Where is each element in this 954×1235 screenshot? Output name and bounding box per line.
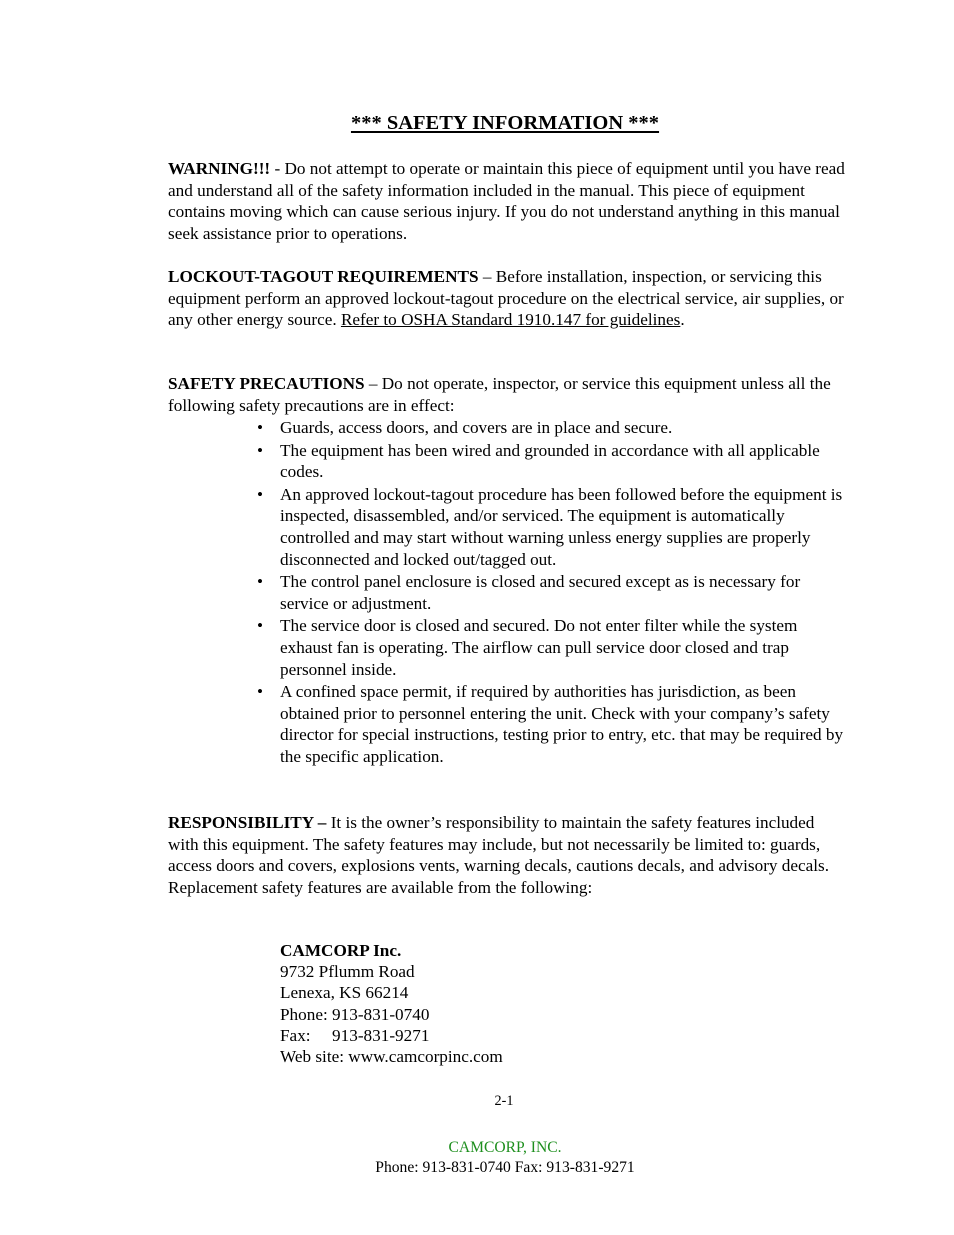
address-street: 9732 Pflumm Road xyxy=(280,962,415,982)
list-item: • The service door is closed and secured. Do not enter filter while the system exhaust fan is operating. The airflow can pull service door closed and trap personnel inside. xyxy=(254,615,844,680)
responsibility-paragraph xyxy=(168,812,848,898)
bullet-icon: • xyxy=(256,616,264,636)
precautions-paragraph xyxy=(168,373,848,416)
bullet-icon: • xyxy=(256,572,264,592)
precautions-label: SAFETY PRECAUTIONS xyxy=(168,374,365,393)
company-address xyxy=(280,940,503,1067)
lockout-label: LOCKOUT-TAGOUT REQUIREMENTS xyxy=(168,267,479,286)
page-number: 2-1 xyxy=(494,1093,514,1109)
footer-company: CAMCORP, INC. xyxy=(448,1139,562,1156)
warning-text: - Do not attempt to operate or maintain this piece of equipment until you have read and understand all of the safety information included in the manual. This piece of equipment contains moving which can cause serious injury. If you do not understand anything in this manual seek assistance prior to operations. xyxy=(168,159,845,243)
precautions-text: – Do not operate, inspector, or service this equipment unless all the following safety precautions are in effect: xyxy=(168,374,831,415)
address-company: CAMCORP Inc. xyxy=(280,941,402,960)
page-title: *** SAFETY INFORMATION *** xyxy=(350,112,660,134)
bullet-icon: • xyxy=(256,682,264,702)
list-item: • An approved lockout-tagout procedure has been followed before the equipment is inspected, disassembled, and/or serviced. The equipment is automatically controlled and may start without warning unless energy supplies are properly disconnected and locked out/tagged out. xyxy=(254,484,844,570)
warning-label: WARNING!!! xyxy=(168,159,271,178)
list-item: • The equipment has been wired and grounded in accordance with all applicable codes. xyxy=(254,440,844,483)
address-phone: Phone: 913-831-0740 xyxy=(280,1004,430,1024)
address-web: Web site: www.camcorpinc.com xyxy=(280,1047,503,1067)
list-item: • Guards, access doors, and covers are in place and secure. xyxy=(254,417,844,439)
list-item: • A confined space permit, if required by authorities has jurisdiction, as been obtained prior to personnel entering the unit. Check with your company’s safety director for special instructions, testing prior to entry, etc. that may be required by the specific application. xyxy=(254,681,844,767)
bullet-icon: • xyxy=(256,440,264,460)
footer-contact: Phone: 913-831-0740 Fax: 913-831-9271 xyxy=(375,1159,635,1176)
list-item: • The control panel enclosure is closed and secured except as is necessary for service or adjustment. xyxy=(254,571,844,614)
precautions-list xyxy=(254,417,844,769)
address-city: Lenexa, KS 66214 xyxy=(280,983,409,1003)
lockout-end: . xyxy=(680,310,685,330)
responsibility-text: It is the owner’s responsibility to maintain the safety features included with this equipment. The safety features may include, but not necessarily be limited to: guards, access doors and covers, explosions vents, warning decals, cautions decals, and advisory decals. Replacement safety features are available from the following: xyxy=(168,813,830,897)
address-fax: Fax: 913-831-9271 xyxy=(280,1025,430,1045)
lockout-paragraph xyxy=(168,266,848,331)
osha-reference: Refer to OSHA Standard 1910.147 for guidelines xyxy=(340,310,681,330)
responsibility-label: RESPONSIBILITY – xyxy=(168,813,331,832)
warning-paragraph xyxy=(168,158,848,244)
lockout-text: – Before installation, inspection, or servicing this equipment perform an approved lockout-tagout procedure on the electrical service, air supplies, or any other energy source. xyxy=(168,267,844,330)
bullet-icon: • xyxy=(256,418,264,437)
bullet-icon: • xyxy=(256,484,264,504)
